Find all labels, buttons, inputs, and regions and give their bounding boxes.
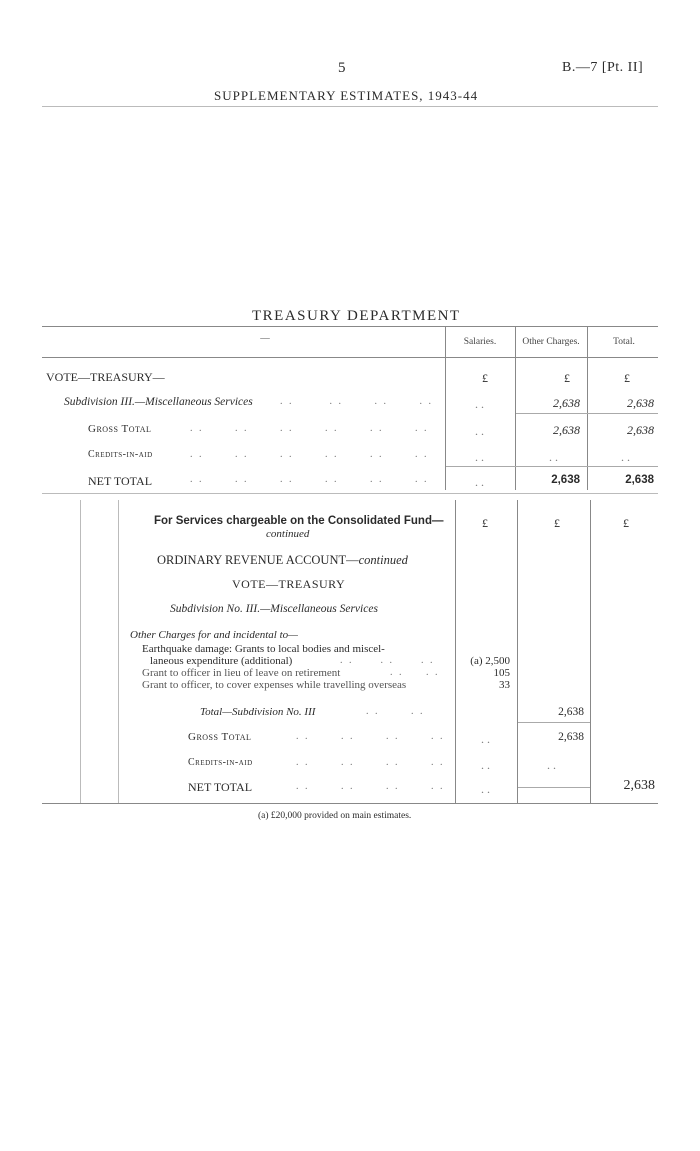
net-total-label: NET TOTAL	[88, 474, 153, 488]
leader-dots: . . . . . . . . . . . .	[190, 474, 429, 485]
leader-dots: . . . . . . . .	[296, 781, 445, 792]
detail-gross-total-label: Gross Total	[188, 731, 252, 743]
gross-total-label: Gross Total	[88, 423, 152, 435]
gross-salaries: . .	[475, 424, 484, 438]
detail-vote-label: VOTE—TREASURY	[232, 577, 346, 591]
department-title: TREASURY DEPARTMENT	[252, 308, 461, 324]
table-header-rule	[42, 357, 658, 358]
subtotal-rule	[516, 413, 658, 414]
detail-pound-salaries: £	[482, 516, 488, 530]
detail-subtotal-rule	[518, 722, 590, 723]
item-earthquake-value: (a) 2,500	[470, 655, 510, 667]
detail-net-total-label: NET TOTAL	[188, 780, 253, 794]
header-salaries: Salaries.	[463, 337, 497, 347]
margin-line-inner	[118, 500, 119, 803]
subdivision-total-value: 2,638	[558, 706, 584, 718]
detail-gross-value: 2,638	[558, 731, 584, 743]
detail-net-total-value: 2,638	[623, 778, 655, 793]
pound-total: £	[624, 371, 630, 385]
table-top-rule	[42, 326, 658, 327]
other-charges-intro: Other Charges for and incidental to—	[130, 629, 298, 641]
account-heading	[157, 553, 408, 568]
subdivision-total-label: Total—Subdivision No. III	[200, 706, 316, 718]
account-label: ORDINARY REVENUE ACCOUNT—	[157, 553, 359, 567]
credits-label: Credits-in-aid	[88, 449, 153, 460]
item-earthquake-line1: Earthquake damage: Grants to local bodies and miscel-	[142, 643, 385, 655]
credits-total: . .	[621, 450, 630, 464]
leader-dots: . . . .	[366, 706, 425, 717]
subdivision-total: 2,638	[627, 396, 654, 410]
running-title: SUPPLEMENTARY ESTIMATES, 1943-44	[214, 88, 479, 103]
vote-label: VOTE—TREASURY—	[46, 370, 165, 384]
page-number: 5	[338, 60, 346, 76]
consolidated-fund-heading: For Services chargeable on the Consolidated Fund—	[154, 515, 444, 527]
pound-salaries: £	[482, 371, 488, 385]
subdivision-salaries: . .	[475, 397, 484, 411]
subdivision-other: 2,638	[553, 396, 580, 410]
net-other: 2,638	[551, 474, 580, 486]
detail-credits-label: Credits-in-aid	[188, 757, 253, 768]
item-travel-grant: Grant to officer, to cover expenses while travelling overseas	[142, 679, 407, 691]
detail-gross-salaries: . .	[481, 732, 490, 746]
heading-continued: continued	[266, 528, 310, 540]
detail-credits-other: . .	[547, 758, 556, 772]
summary-bottom-rule	[42, 493, 658, 494]
credits-salaries: . .	[475, 450, 484, 464]
detail-net-salaries: . .	[481, 782, 490, 796]
leader-dots: . . . .	[390, 667, 440, 678]
detail-pound-total: £	[623, 516, 629, 530]
item-leave-grant: Grant to officer in lieu of leave on retirement	[142, 667, 341, 679]
document-reference: B.—7 [Pt. II]	[562, 60, 644, 75]
detail-divider-salaries	[455, 500, 456, 803]
detail-credits-salaries: . .	[481, 758, 490, 772]
pound-other: £	[564, 371, 570, 385]
margin-line-outer	[80, 500, 81, 803]
item-travel-value: 33	[499, 679, 510, 691]
net-salaries: . .	[475, 475, 484, 489]
footnote: (a) £20,000 provided on main estimates.	[258, 811, 412, 821]
detail-divider-other	[517, 500, 518, 803]
detail-pound-other: £	[554, 516, 560, 530]
net-total: 2,638	[625, 474, 654, 486]
detail-divider-total	[590, 500, 591, 803]
item-leave-value: 105	[493, 667, 510, 679]
leader-dots: . . . . . . . .	[296, 757, 445, 768]
leader-dots: . . . . . . . . . . . .	[190, 423, 429, 434]
leader-dots: . . . . . . . .	[280, 396, 433, 407]
detail-bottom-rule	[42, 803, 658, 804]
header-other-charges: Other Charges.	[522, 337, 580, 347]
gross-other: 2,638	[553, 423, 580, 437]
leader-dots: . . . . . . . .	[296, 731, 445, 742]
header-rule	[42, 106, 658, 107]
net-rule	[446, 466, 658, 467]
header-total: Total.	[613, 337, 635, 347]
leader-dots: . . . . . .	[340, 655, 435, 666]
header-dash: —	[260, 334, 270, 344]
account-continued: continued	[358, 553, 408, 567]
subdivision-label: Subdivision III.—Miscellaneous Services	[64, 396, 253, 408]
credits-other: . .	[549, 450, 558, 464]
detail-net-rule	[518, 787, 590, 788]
gross-total: 2,638	[627, 423, 654, 437]
item-earthquake-line2: laneous expenditure (additional)	[150, 655, 293, 667]
leader-dots: . . . . . . . . . . . .	[190, 449, 429, 460]
detail-subdivision-label: Subdivision No. III.—Miscellaneous Services	[170, 603, 378, 615]
